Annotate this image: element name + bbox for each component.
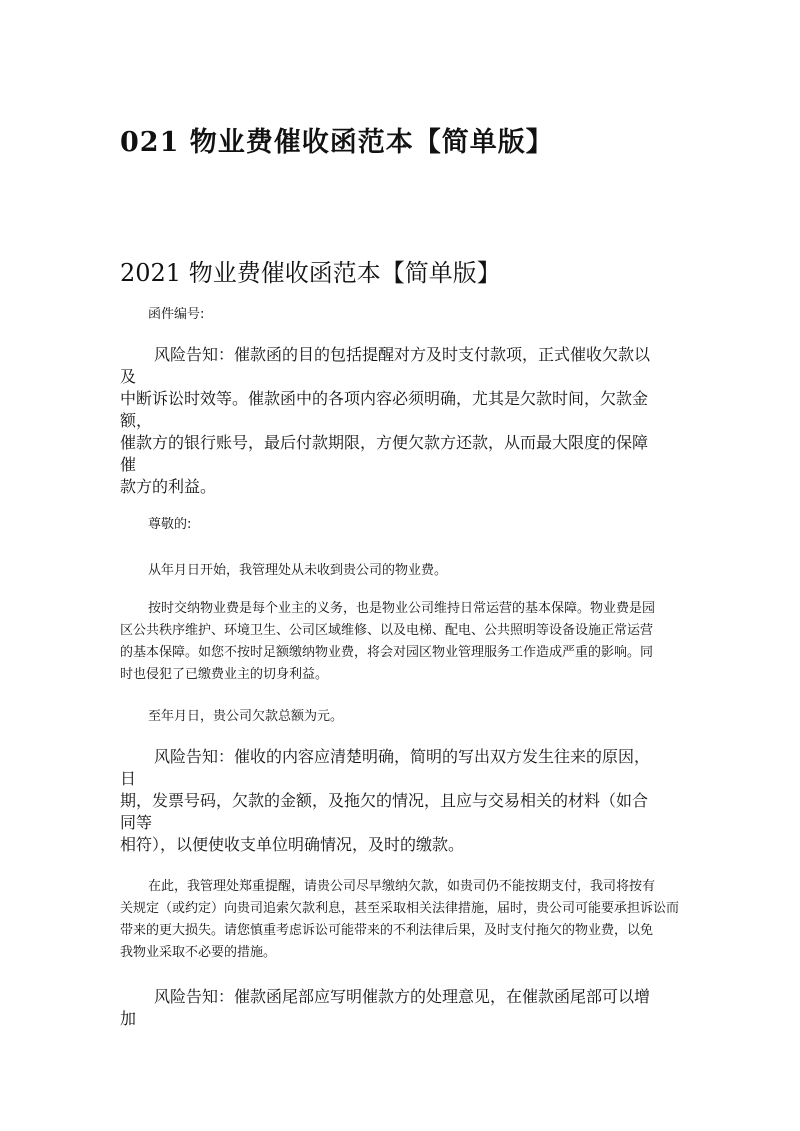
risk-notice-2-line: 相符），以便使收支单位明确情况，及时的缴款。 <box>120 835 465 854</box>
paragraph-line: 时也侵犯了已缴费业主的切身利益。 <box>120 667 329 682</box>
risk-notice-1-line: 及 <box>120 367 137 386</box>
letter-number-label: 函件编号: <box>148 307 205 322</box>
risk-notice-1-line: 催 <box>120 455 137 474</box>
risk-notice-3-line: 风险告知：催款函尾部应写明催款方的处理意见，在催款函尾部可以增 <box>154 987 651 1006</box>
paragraph-line: 我物业采取不必要的措施。 <box>120 945 277 960</box>
risk-notice-1-line: 中断诉讼时效等。催款函中的各项内容必须明确，尤其是欠款时间，欠款金 <box>120 389 649 408</box>
risk-notice-1-line: 风险告知：催款函的目的包括提醒对方及时支付款项，正式催收欠款以 <box>154 345 651 364</box>
risk-notice-1-line: 额， <box>120 411 153 430</box>
risk-notice-2 <box>120 746 680 856</box>
paragraph-line: 的基本保障。如您不按时足额缴纳物业费，将会对园区物业管理服务工作造成严重的影响。同 <box>120 645 654 660</box>
paragraph-line: 按时交纳物业费是每个业主的义务，也是物业公司维持日常运营的基本保障。物业费是园 <box>148 601 656 616</box>
risk-notice-1-line: 催款方的银行账号，最后付款期限，方便欠款方还款，从而最大限度的保障 <box>120 433 649 452</box>
document-subtitle: 2021 物业费催收函范本【简单版】 <box>120 259 501 287</box>
paragraph-arrears-total: 至年月日，贵公司欠款总额为元。 <box>148 709 344 724</box>
risk-notice-2-line: 风险告知：催收的内容应清楚明确，简明的写出双方发生往来的原因， <box>154 747 651 766</box>
paragraph-line: 关规定（或约定）向贵司追索欠款利息，甚至采取相关法律措施，届时，贵公司可能要承担诉讼而 <box>120 901 680 916</box>
risk-notice-3 <box>120 986 680 1030</box>
risk-notice-1-line: 款方的利益。 <box>120 477 217 496</box>
salutation: 尊敬的: <box>148 517 192 532</box>
paragraph-warning <box>120 876 680 964</box>
risk-notice-3-line: 加 <box>120 1009 137 1028</box>
paragraph-line: 带来的更大损失。请您慎重考虑诉讼可能带来的不利法律后果，及时支付拖欠的物业费，以免 <box>120 923 654 938</box>
paragraph-line: 区公共秩序维护、环境卫生、公司区域维修、以及电梯、配电、公共照明等设备设施正常运营 <box>120 623 654 638</box>
paragraph-obligation <box>120 598 680 686</box>
paragraph-start-date: 从年月日开始，我管理处从未收到贵公司的物业费。 <box>148 563 448 578</box>
risk-notice-2-line: 期，发票号码，欠款的金额，及拖欠的情况，且应与交易相关的材料（如合 <box>120 791 649 810</box>
paragraph-line: 在此，我管理处郑重提醒，请贵公司尽早缴纳欠款，如贵司仍不能按期支付，我司将按有 <box>148 879 656 894</box>
risk-notice-2-line: 同等 <box>120 813 153 832</box>
risk-notice-2-line: 日 <box>120 769 137 788</box>
risk-notice-1 <box>120 344 680 498</box>
document-title: 021 物业费催收函范本【简单版】 <box>120 127 554 158</box>
